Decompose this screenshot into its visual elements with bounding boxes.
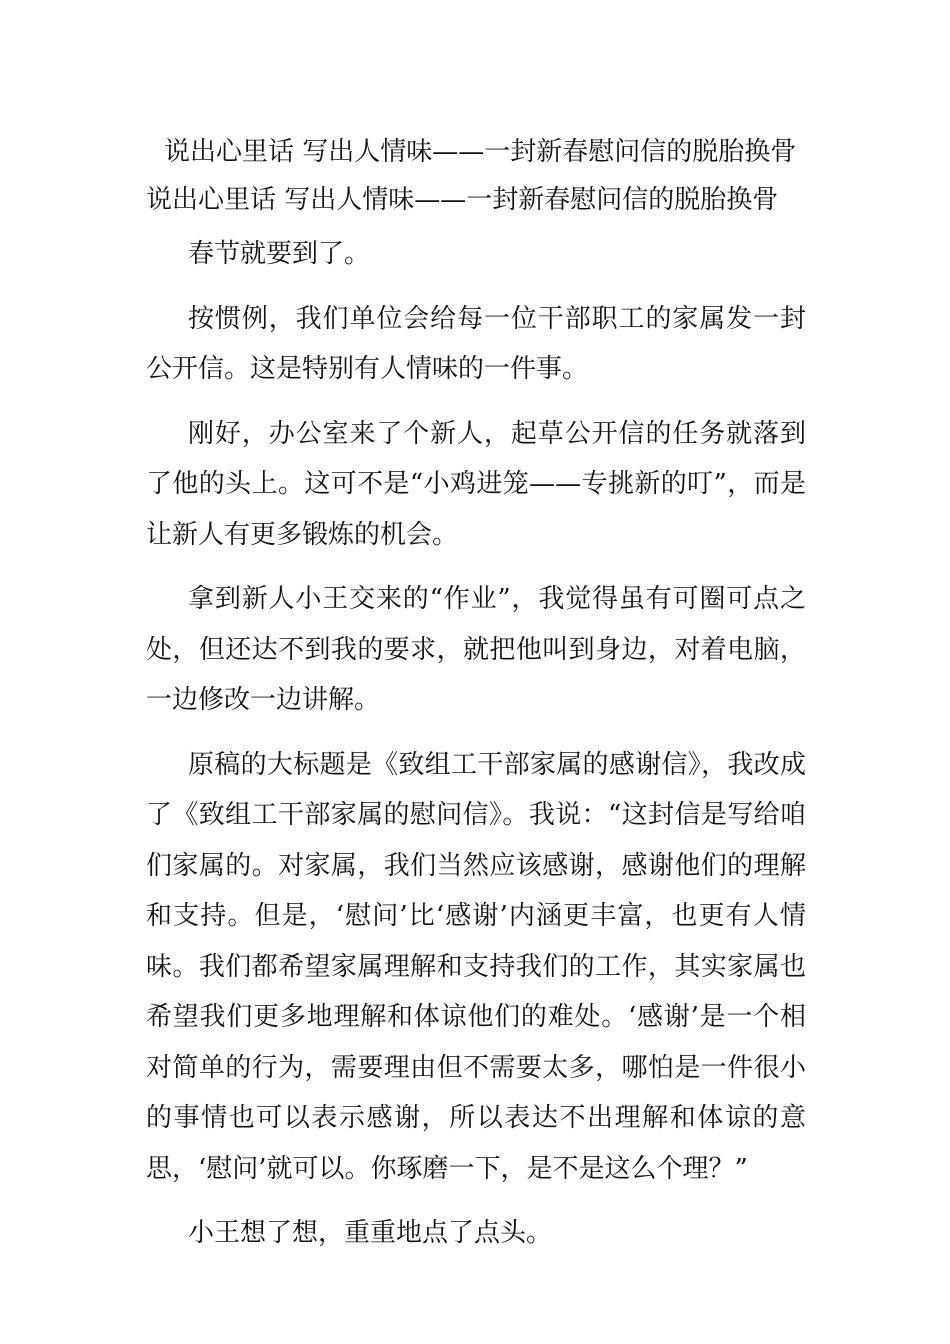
document-title-line-2: 说出心里话 写出人情味——一封新春慰问信的脱胎换骨 — [146, 185, 779, 215]
paragraph: 春节就要到了。 — [188, 239, 371, 269]
document-title-line-1: 说出心里话 写出人情味——一封新春慰问信的脱胎换骨 — [164, 137, 797, 167]
paragraph: 按惯例，我们单位会给每一位干部职工的家属发一封公开信。这是特别有人情味的一件事。 — [146, 303, 806, 384]
paragraph: 拿到新人小王交来的“作业”，我觉得虽有可圈可点之处，但还达不到我的要求，就把他叫到身边，对着电脑，一边修改一边讲解。 — [146, 584, 806, 715]
paragraph: 小王想了想，重重地点了点头。 — [188, 1218, 553, 1248]
paragraph: 原稿的大标题是《致组工干部家属的感谢信》，我改成了《致组工干部家属的慰问信》。我说：“这封信是写给咱们家属的。对家属，我们当然应该感谢，感谢他们的理解和支持。但是，‘慰问’比‘感谢’内涵更丰富，也更有人情味。我们都希望家属理解和支持我们的工作，其实家属也希望我们更多地理解和体谅他们的难处。‘感谢’是一个相对简单的行为，需要理由但不需要太多，哪怕是一件很小的事情也可以表示感谢，所以表达不出理解和体谅的意思，‘慰问’就可以。你琢磨一下，是不是这么个理？” — [146, 749, 806, 1184]
document-body — [146, 229, 806, 1259]
paragraph: 刚好，办公室来了个新人，起草公开信的任务就落到了他的头上。这可不是“小鸡进笼——专挑新的叮”，而是让新人有更多锻炼的机会。 — [146, 418, 806, 550]
